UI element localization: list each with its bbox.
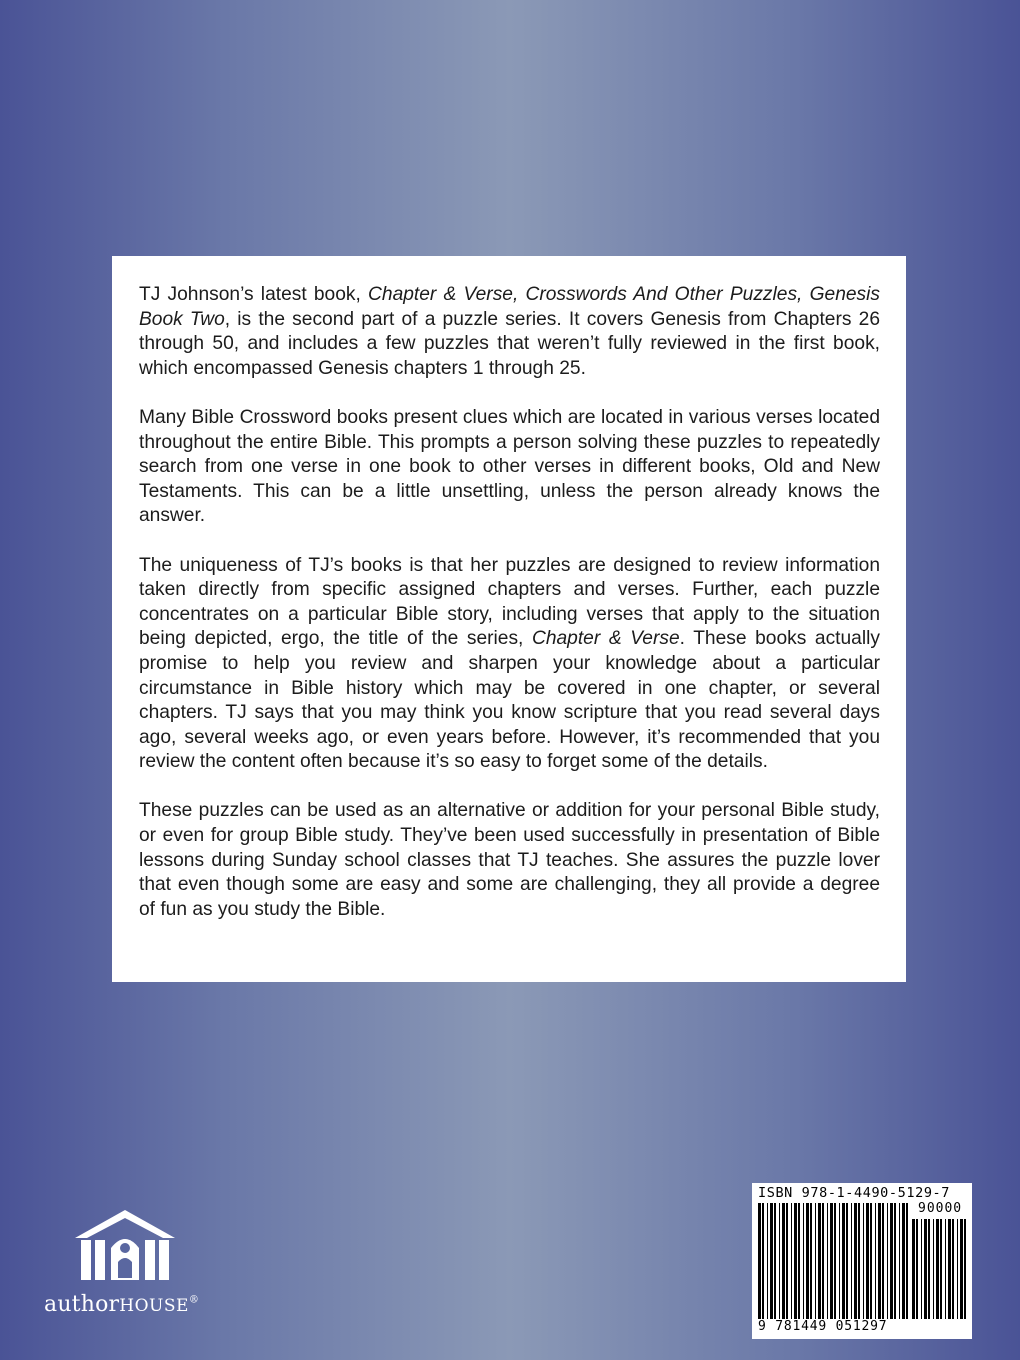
ean-number: 9 781449 051297: [758, 1319, 891, 1334]
publisher-wordmark: [44, 1292, 214, 1317]
registered-mark: ®: [188, 1294, 200, 1306]
blurb-paragraph-4: These puzzles can be used as an alternative or addition for your personal Bible study, or even for group Bible study. They’ve been used successfully in presentation of Bible lessons during Sunday school classes that TJ teaches. She assures the puzzle lover that even though some are easy and some are challenging, they all provide a degree of fun as you study the Bible.: [139, 800, 880, 920]
blurb-paragraph-3: [139, 554, 880, 775]
series-title: Chapter & Verse: [531, 628, 680, 650]
addon-barcode-bars: [912, 1219, 968, 1319]
back-cover-blurb: [112, 256, 906, 982]
book-title: Chapter & Verse, Crosswords And Other Puzzles, Genesis Book Two: [139, 284, 880, 330]
ean-barcode-bars: [758, 1203, 910, 1319]
blurb-p1-text-b: , is the second part of a puzzle series. It covers Genesis from Chapters 26 through 50, and includes a few puzzles that weren’t fully reviewed in the first book, which encompassed Genesis chapters 1 through 25.: [139, 308, 880, 379]
house-icon: [75, 1208, 175, 1284]
blurb-p3-text-a: The uniqueness of TJ’s books is that her puzzles are designed to review information taken directly from specific assigned chapters and verses. Further, each puzzle concentrates on a particular Bible story, including verses that apply to the situation being depicted, ergo, the title of the series,: [139, 554, 880, 650]
wordmark-house: HOUSE: [119, 1296, 189, 1316]
wordmark-author: author: [44, 1292, 120, 1317]
isbn-barcode: [752, 1183, 972, 1339]
barcode-addon-number: 90000: [918, 1201, 963, 1216]
publisher-logo: [44, 1208, 214, 1328]
blurb-p3-text-b: . These books actually promise to help you review and sharpen your knowledge about a particular circumstance in Bible history which may be covered in one chapter, or several chapters. TJ says that you may think you know scripture that you read several days ago, several weeks ago, or even years before. However, it’s recommended that you review the content often because it’s so easy to forget some of the details.: [139, 628, 880, 773]
blurb-p1-text-a: TJ Johnson’s latest book,: [139, 284, 369, 305]
blurb-paragraph-2: Many Bible Crossword books present clues which are located in various verses located throughout the entire Bible. This prompts a person solving these puzzles to repeatedly search from one verse in one book to other verses in different books, Old and New Testaments. This can be a little unsettling, unless the person already knows the answer.: [139, 406, 880, 527]
blurb-paragraph-1: [139, 283, 880, 381]
isbn-label: ISBN 978-1-4490-5129-7: [758, 1185, 951, 1201]
